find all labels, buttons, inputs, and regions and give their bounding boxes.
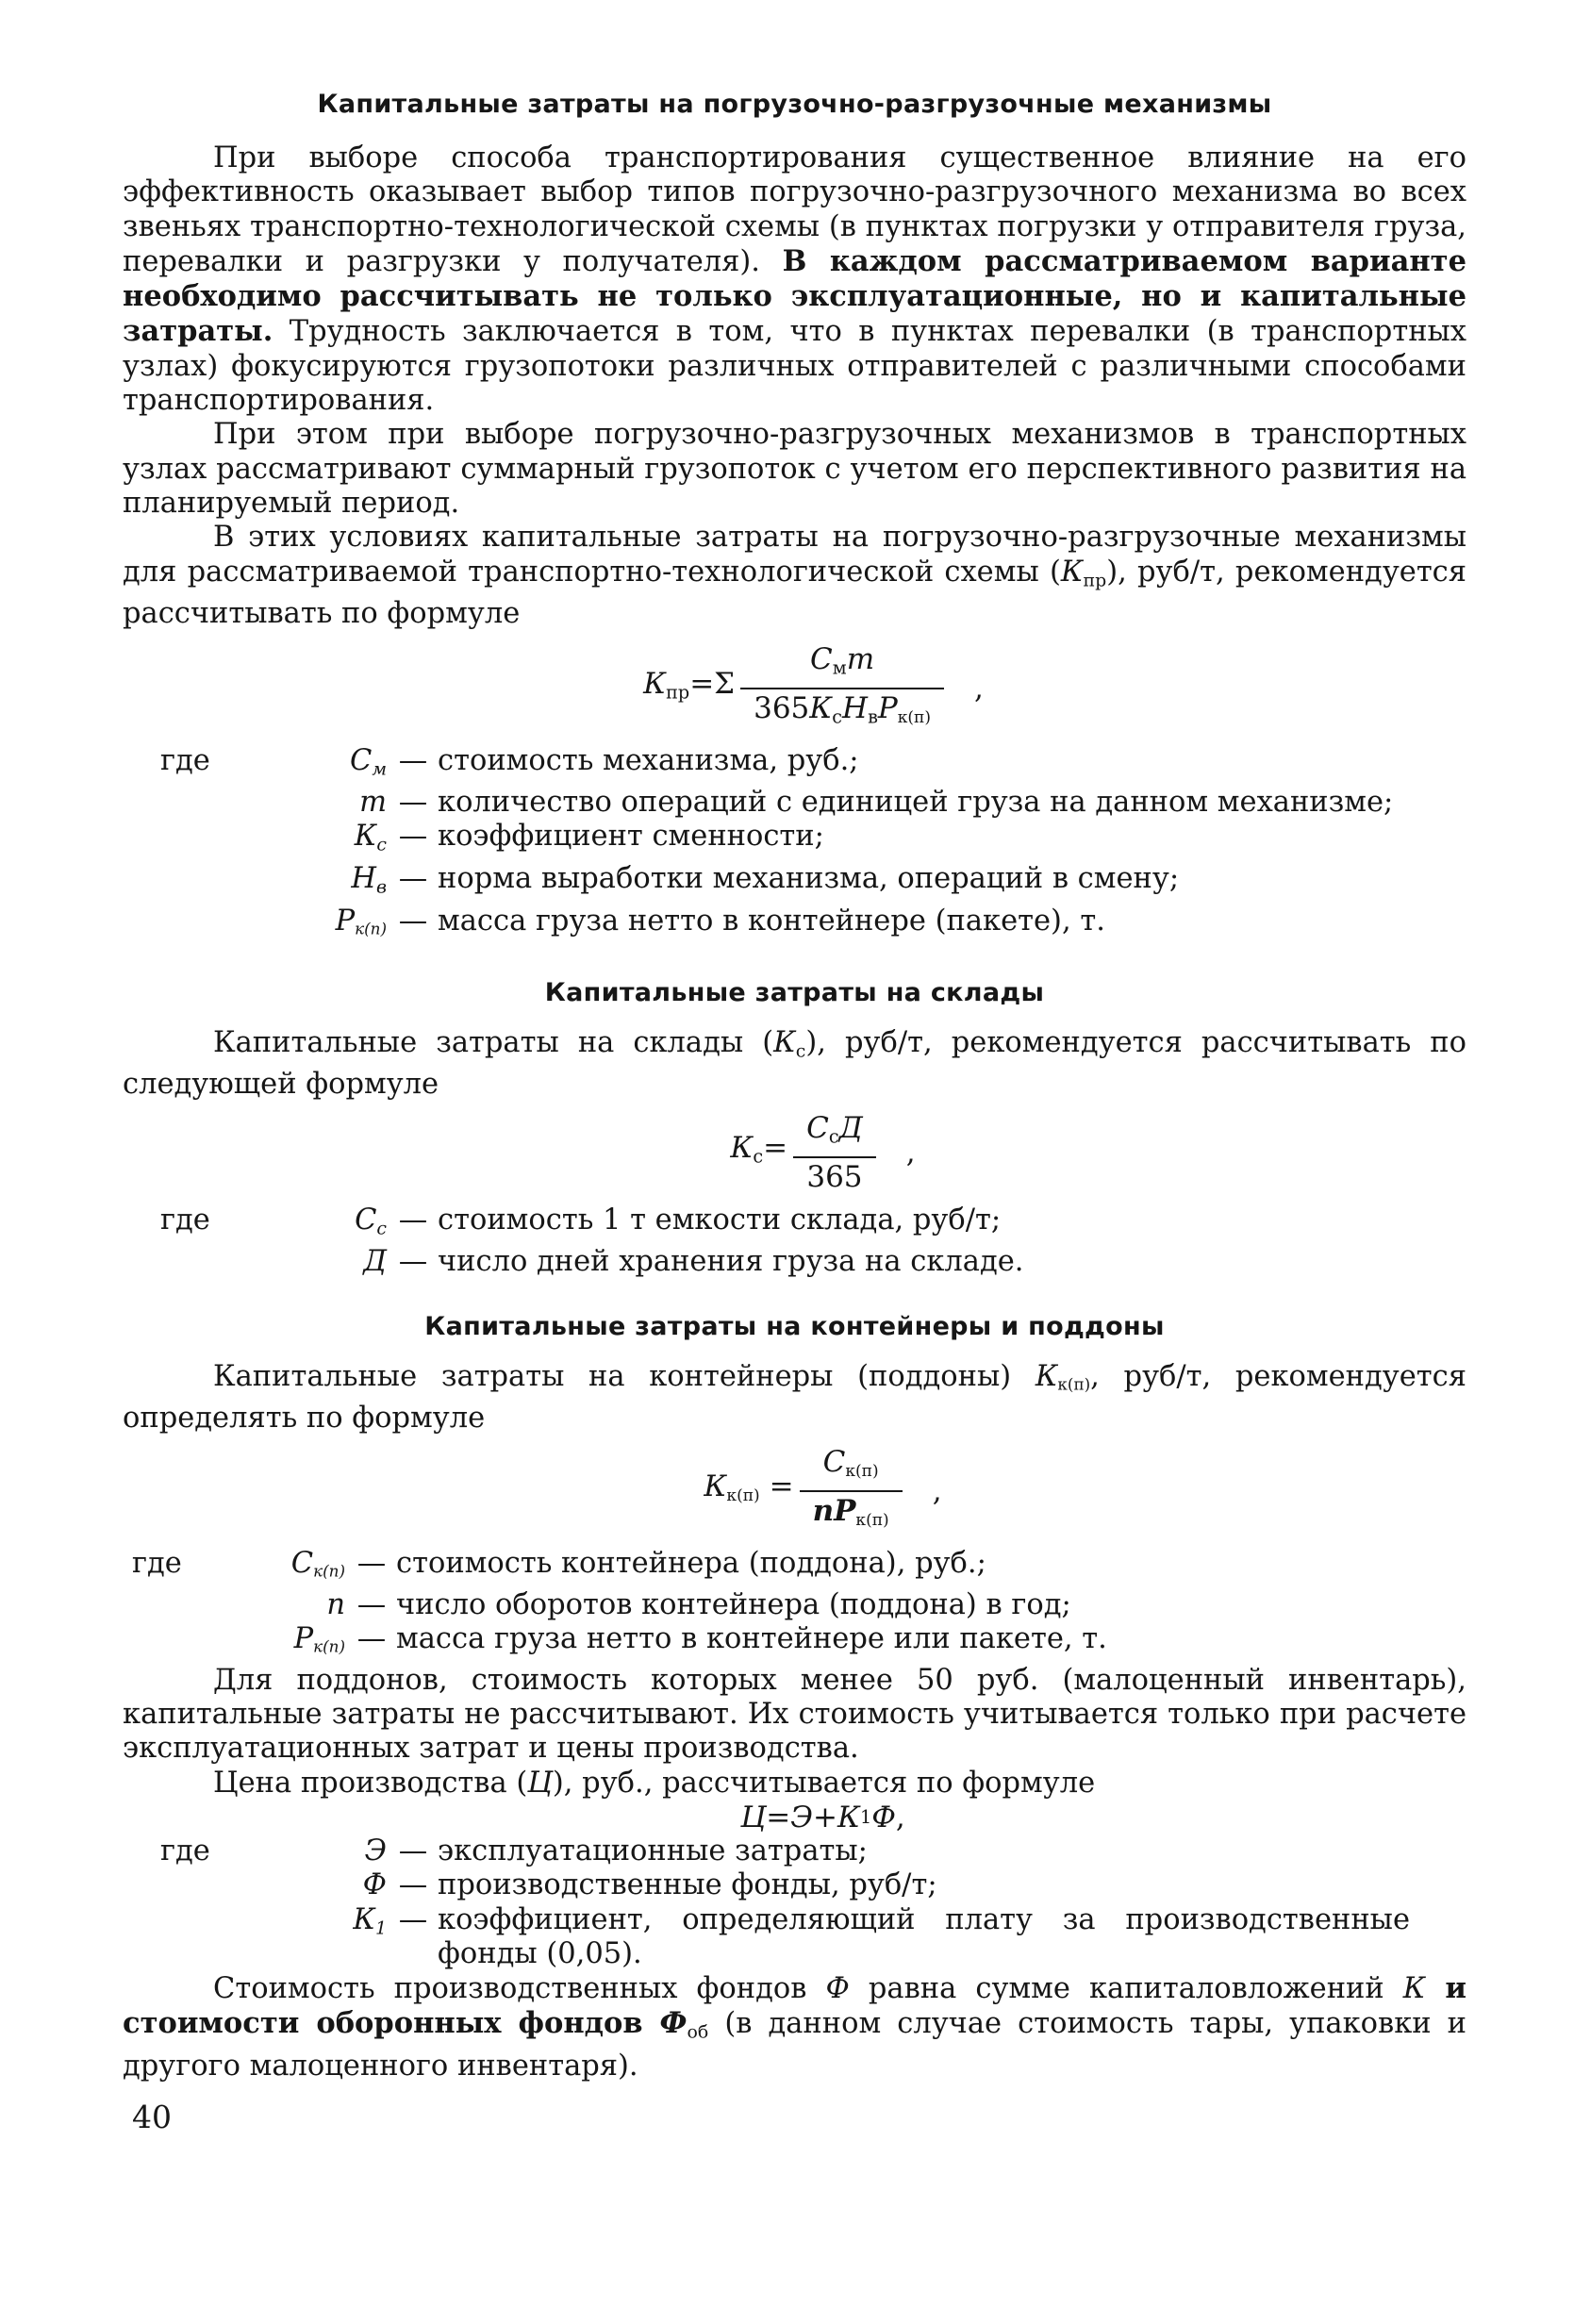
fraction: $\frac{С_{к(п)}}{nР_{к(п)}}$ — [800, 1445, 903, 1537]
formula-kpr: $К_{пр}=\Sigma$ $\frac{С_мm}{365К_сН_вР_{к(п)}}$ , — [160, 642, 1466, 734]
paragraph: Капитальные затраты на склады $(К_с)$, руб/т, рекомендуется рассчитывать по следующей формуле — [123, 1025, 1466, 1102]
paragraph: При этом при выборе погрузочно-разгрузочных механизмов в транспортных узлах рассматривают суммарный грузопоток с учетом его перспективного развития на планируемый период. — [123, 418, 1466, 520]
definitions-list: где Э — эксплуатационные затраты; Ф — производственные фонды, руб/т; $К_1$ — коэффициент, определяющий плату за производственные фонды (0,05). — [160, 1834, 1410, 1970]
paragraph: В этих условиях капитальные затраты на погрузочно-разгрузочные механизмы для рассматриваемой транспортно-технологической схемы $(К_{пр})$, руб/т, рекомендуется рассчитывать по формуле — [123, 521, 1467, 631]
formula-kc: $К_с=$ $\frac{С_сД}{365}$ , — [730, 1111, 916, 1194]
page-number: 40 — [132, 2099, 172, 2135]
definitions-list: где $С_м$ — стоимость механизма, руб.; m — количество операций с единицей груза на данном механизме; $К_с$ — коэффициент сменности; $Н_в$ — норма выработки механизма, операций в смену; $Р_{к(п)}$ — масса груза нетто в контейнере (пакете), т. — [160, 743, 1394, 938]
section-heading-warehouses: Капитальные затраты на склады — [544, 977, 1045, 1007]
paragraph: Для поддонов, стоимость которых менее 50 руб. (малоценный инвентарь), капитальные затраты не рассчитывают. Их стоимость учитывается только при расчете эксплуатационных затрат и цены производства. — [123, 1663, 1466, 1766]
section-heading-loading-mechanisms: Капитальные затраты на погрузочно-разгрузочные механизмы — [317, 90, 1272, 119]
paragraph: При выборе способа транспортирования существенное влияние на его эффективность оказывает выбор типов погрузочно-разгрузочного механизма во всех звеньях транспортно-технологической схемы (в пунктах погрузки у отправителя груза, перевалки и разгрузки у получателя). В каждом рассматриваемом варианте необходимо рассчитывать не только эксплуатационные, но и капитальные затраты. Трудность заключается в том, что в пунктах перевалки (в транспортных узлах) фокусируются грузопотоки различных отправителей с различными способами транспортирования. — [123, 141, 1466, 418]
formula-price: Ц = Э + К 1 Ф , — [740, 1800, 905, 1834]
fraction: $\frac{С_мm}{365К_сН_вР_{к(п)}}$ — [740, 642, 944, 734]
paragraph: Стоимость производственных фондов Ф равна сумме капиталовложений К и стоимости оборонных фондов $Ф_{об}$ (в данном случае стоимость тары, упаковки и другого малоценного инвентаря). — [123, 1971, 1467, 2083]
section-heading-containers: Капитальные затраты на контейнеры и поддоны — [424, 1311, 1165, 1341]
paragraph: Цена производства (Ц), руб., рассчитывается по формуле — [213, 1766, 1096, 1800]
definitions-list: где $С_с$ — стоимость 1 т емкости склада, руб/т; Д — число дней хранения груза на складе. — [160, 1203, 1024, 1279]
paragraph: Капитальные затраты на контейнеры (поддоны) $К_{к(п)}$, руб/т, рекомендуется определять по формуле — [123, 1359, 1466, 1435]
formula-kkp: $К_{к(п)}$ = $\frac{С_{к(п)}}{nР_{к(п)}}$ , — [179, 1445, 1466, 1537]
definitions-list: где $С_{к(п)}$ — стоимость контейнера (поддона), руб.; n — число оборотов контейнера (поддона) в год; $Р_{к(п)}$ — масса груза нетто в контейнере или пакете, т. — [132, 1546, 1107, 1656]
fraction: $\frac{С_сД}{365}$ — [793, 1111, 876, 1193]
page-content — [123, 90, 1466, 2083]
